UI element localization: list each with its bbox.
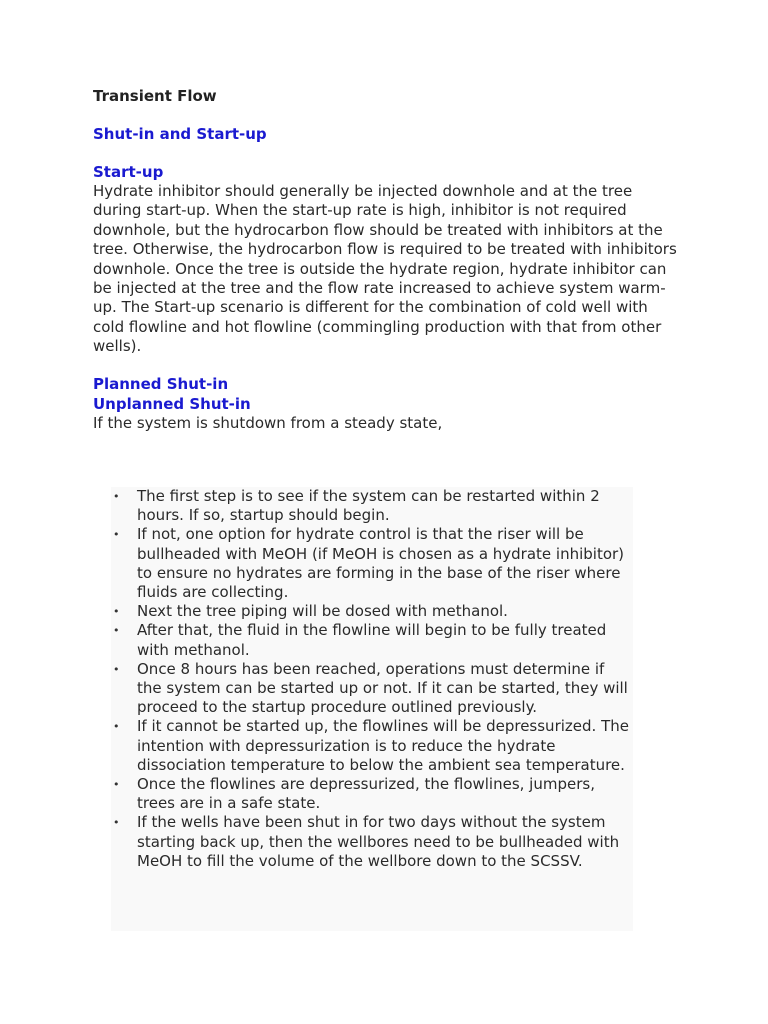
list-item — [111, 602, 633, 621]
list-item-text: After that, the fluid in the flowline will begin to be fully treated with methanol. — [137, 621, 607, 659]
unplanned-shutin-steps — [111, 487, 633, 931]
document-title: Transient Flow — [93, 87, 217, 105]
list-item — [111, 717, 633, 775]
heading-shutin-startup: Shut-in and Start-up — [93, 125, 267, 143]
bullet-icon: • — [113, 720, 120, 734]
document-body — [93, 86, 683, 433]
list-item-text: If the wells have been shut in for two days without the system starting back up, then the wellbores need to be bullheaded with MeOH to fill the volume of the wellbore down to the SCSSV. — [137, 813, 620, 870]
bullet-icon: • — [113, 490, 120, 503]
startup-paragraph: Hydrate inhibitor should generally be injected downhole and at the tree during start-up. When the start-up rate is high, inhibitor is not required downhole, but the hydrocarbon flow should be treated with inhibitors at the tree. Otherwise, the hydrocarbon flow is required to be treated with inhibitors downhole. Once the tree is outside the hydrate region, hydrate inhibitor can be injected at the tree and the flow rate increased to achieve system warm-up. The Start-up scenario is different for the combination of cold well with cold flowline and hot flowline (commingling production with that from other wells). — [93, 182, 677, 356]
heading-unplanned-shutin: Unplanned Shut-in — [93, 394, 251, 413]
bullet-icon: • — [113, 528, 120, 542]
list-item — [111, 487, 633, 525]
list-item — [111, 775, 633, 813]
list-item — [111, 525, 633, 602]
list-item-text: Once the flowlines are depressurized, the flowlines, jumpers, trees are in a safe state. — [137, 775, 595, 813]
list-item — [111, 813, 633, 871]
bullet-icon: • — [113, 624, 120, 638]
unplanned-shutin-lead: If the system is shutdown from a steady state, — [93, 413, 443, 432]
list-item — [111, 660, 633, 718]
steps-list — [111, 487, 633, 871]
list-item-text: If not, one option for hydrate control is that the riser will be bullheaded with MeOH (if MeOH is chosen as a hydrate inhibitor) to ensure no hydrates are forming in the base of the riser where fluids are collecting. — [137, 525, 625, 602]
bullet-icon: • — [113, 662, 120, 676]
bullet-icon: • — [113, 816, 120, 830]
bullet-icon: • — [113, 778, 120, 792]
heading-planned-shutin: Planned Shut-in — [93, 374, 229, 393]
list-item-text: If it cannot be started up, the flowlines will be depressurized. The intention with depressurization is to reduce the hydrate dissociation temperature to below the ambient sea temperature. — [137, 717, 629, 774]
list-item-text: Next the tree piping will be dosed with methanol. — [137, 602, 508, 621]
heading-startup: Start-up — [93, 163, 164, 181]
bullet-icon: • — [113, 605, 120, 619]
list-item — [111, 621, 633, 659]
list-item-text: The first step is to see if the system can be restarted within 2 hours. If so, startup should begin. — [137, 487, 600, 525]
list-item-text: Once 8 hours has been reached, operations must determine if the system can be started up or not. If it can be started, they will proceed to the startup procedure outlined previously. — [137, 659, 628, 717]
